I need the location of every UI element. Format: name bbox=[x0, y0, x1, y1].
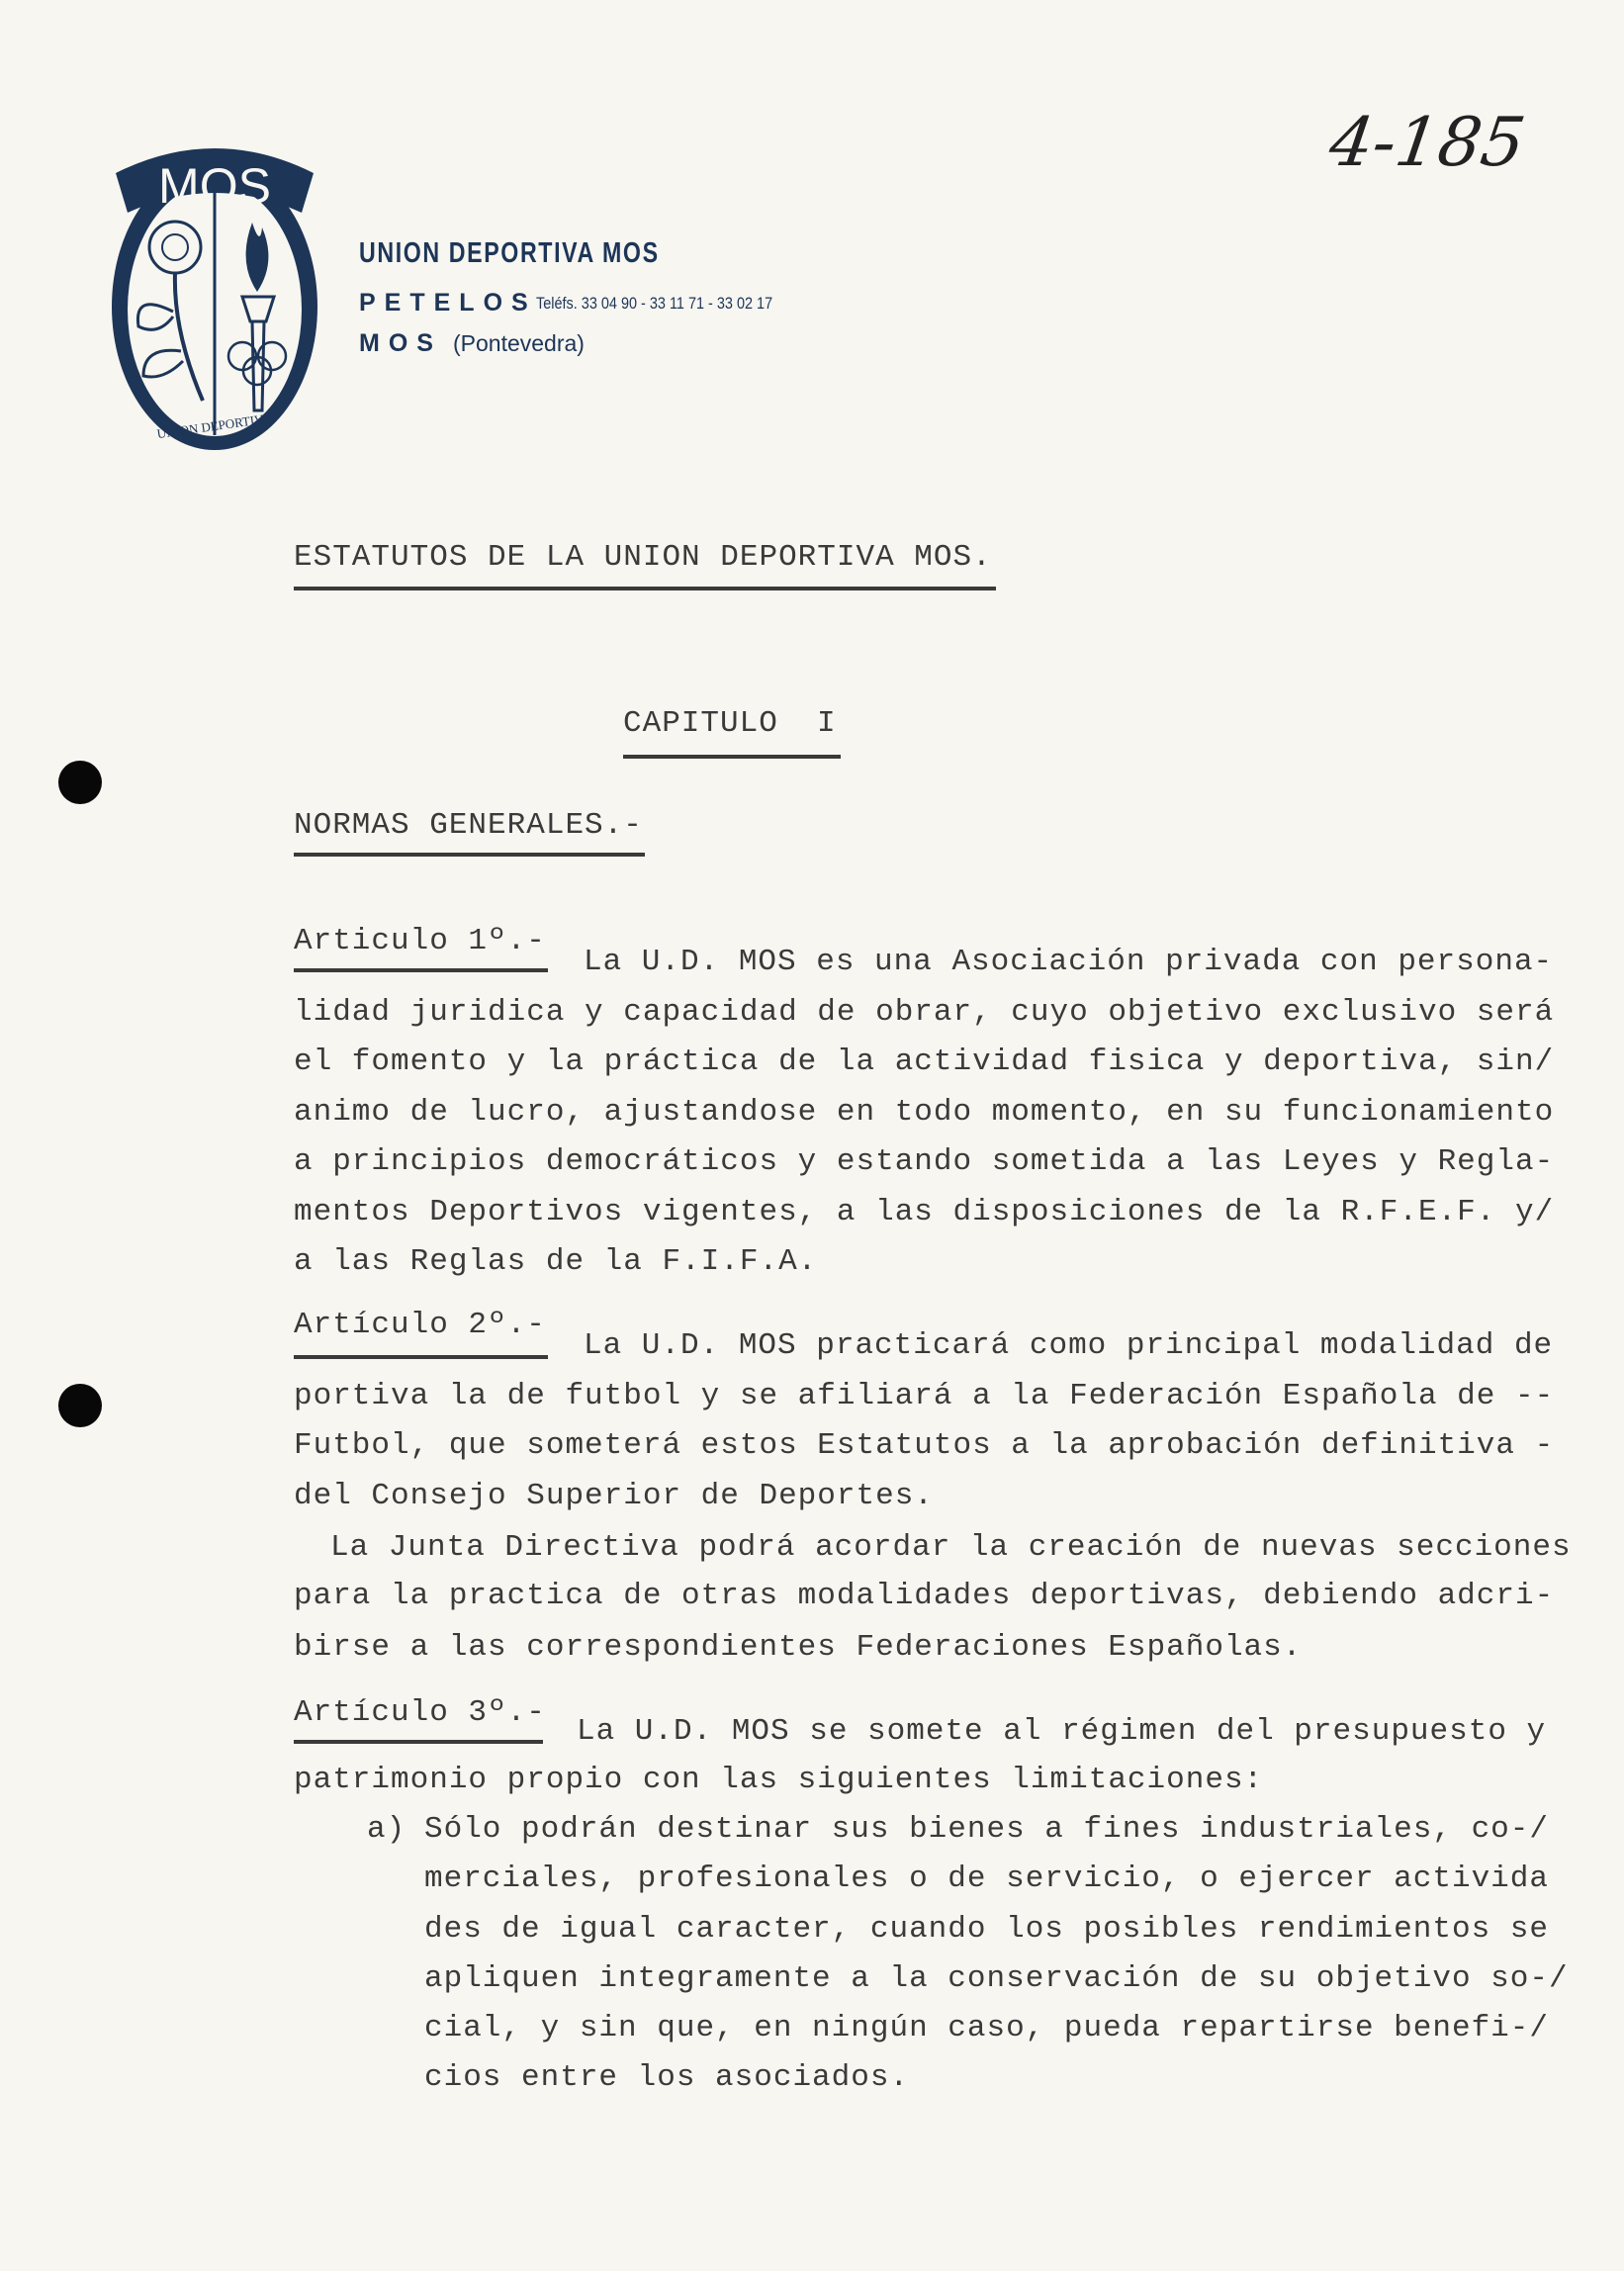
punch-hole bbox=[58, 1384, 102, 1427]
article-line: animo de lucro, ajustandose en todo momento, en su funcionamiento bbox=[294, 1095, 1555, 1130]
list-item-line: merciales, profesionales o de servicio, o ejercer activida bbox=[424, 1862, 1549, 1896]
article-line: a principios democráticos y estando sometida a las Leyes y Regla- bbox=[294, 1144, 1555, 1179]
locality: PETELOS bbox=[359, 289, 537, 317]
article-line: La U.D. MOS se somete al régimen del presupuesto y bbox=[577, 1714, 1547, 1749]
town: MOS bbox=[359, 329, 442, 357]
chapter-heading: CAPITULO I bbox=[623, 706, 837, 741]
article-line: lidad juridica y capacidad de obrar, cuyo objetivo exclusivo será bbox=[294, 995, 1555, 1030]
article-label-underline bbox=[294, 1740, 543, 1744]
article-line: portiva la de futbol y se afiliará a la Federación Española de -- bbox=[294, 1379, 1555, 1413]
list-item-line: apliquen integramente a la conservación de su objetivo so-/ bbox=[424, 1961, 1569, 1996]
logo-text: MOS bbox=[158, 158, 271, 214]
article-label: Artículo 2º.- bbox=[294, 1308, 546, 1342]
list-item-line: Sólo podrán destinar sus bienes a fines industriales, co-/ bbox=[424, 1812, 1549, 1847]
list-item-line: cios entre los asociados. bbox=[424, 2060, 910, 2095]
section-heading: NORMAS GENERALES.- bbox=[294, 808, 643, 843]
article-line: La U.D. MOS practicará como principal modalidad de bbox=[584, 1328, 1554, 1363]
title-underline bbox=[294, 587, 996, 590]
article-label: Artículo 3º.- bbox=[294, 1695, 546, 1730]
phone-numbers: Teléfs. 33 04 90 - 33 11 71 - 33 02 17 bbox=[536, 294, 773, 313]
article-line: para la practica de otras modalidades deportivas, debiendo adcri- bbox=[294, 1579, 1555, 1613]
punch-hole bbox=[58, 761, 102, 804]
list-item-marker: a) bbox=[367, 1812, 406, 1847]
section-underline bbox=[294, 853, 645, 857]
article-label-underline bbox=[294, 968, 548, 972]
article-label-underline bbox=[294, 1355, 548, 1359]
article-label: Articulo 1º.- bbox=[294, 924, 546, 958]
handwritten-reference: 4-185 bbox=[1324, 104, 1530, 182]
article-line: birse a las correspondientes Federaciones Españolas. bbox=[294, 1630, 1303, 1665]
article-line: La U.D. MOS es una Asociación privada con persona- bbox=[584, 945, 1554, 979]
list-item-line: des de igual caracter, cuando los posibles rendimientos se bbox=[424, 1912, 1549, 1947]
province: (Pontevedra) bbox=[453, 330, 585, 356]
svg-text:UNION DEPORTIVA: UNION DEPORTIVA bbox=[155, 410, 273, 442]
article-line: mentos Deportivos vigentes, a las disposiciones de la R.F.E.F. y/ bbox=[294, 1195, 1555, 1229]
club-name: UNION DEPORTIVA MOS bbox=[359, 237, 660, 269]
article-line: a las Reglas de la F.I.F.A. bbox=[294, 1244, 818, 1279]
chapter-underline bbox=[623, 755, 841, 759]
article-line: La Junta Directiva podrá acordar la creación de nuevas secciones bbox=[330, 1530, 1572, 1565]
club-crest-logo bbox=[104, 134, 326, 455]
article-line: el fomento y la práctica de la actividad fisica y deportiva, sin/ bbox=[294, 1045, 1555, 1079]
list-item-line: cial, y sin que, en ningún caso, pueda repartirse benefi-/ bbox=[424, 2011, 1549, 2045]
article-line: patrimonio propio con las siguientes limitaciones: bbox=[294, 1763, 1264, 1797]
article-line: del Consejo Superior de Deportes. bbox=[294, 1479, 934, 1513]
document-title: ESTATUTOS DE LA UNION DEPORTIVA MOS. bbox=[294, 540, 992, 575]
article-line: Futbol, que someterá estos Estatutos a la aprobación definitiva - bbox=[294, 1428, 1555, 1463]
